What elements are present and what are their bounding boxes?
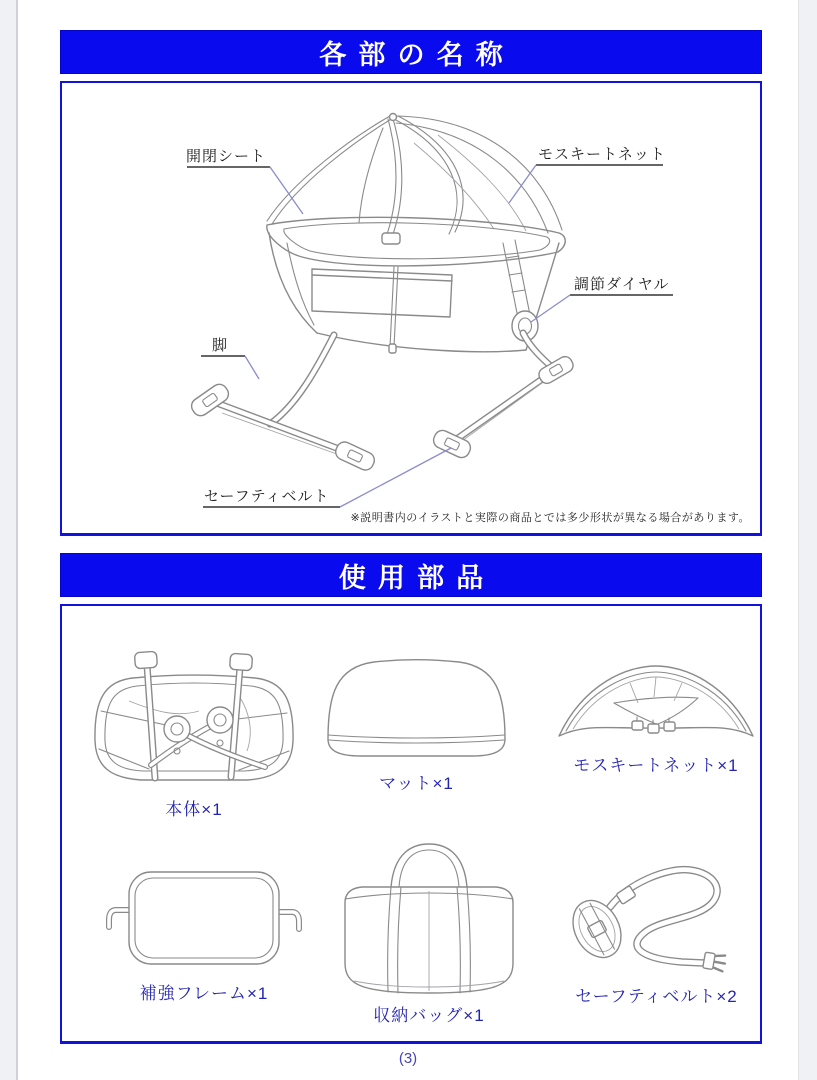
- frame-illustration: [104, 865, 304, 975]
- section-used-parts-title: 使用部品: [338, 562, 496, 593]
- part-frame-label: 補強フレーム×1: [139, 984, 269, 1003]
- part-mosquito-net-figure: [556, 661, 756, 776]
- callout-adjust-dial: 調節ダイヤル: [574, 276, 670, 293]
- part-bag-figure: [334, 841, 524, 1026]
- part-body-label: 本体×1: [165, 800, 223, 819]
- section-part-names-title: 各部の名称: [319, 39, 515, 70]
- part-mat-label: マット×1: [379, 774, 454, 793]
- part-belt-label: セーフティベルト×2: [575, 987, 738, 1006]
- used-parts-area: [60, 604, 762, 1044]
- body-illustration: [89, 651, 299, 791]
- part-mat-figure: [324, 655, 509, 794]
- section-part-names: [60, 30, 762, 536]
- bag-illustration: [334, 841, 524, 999]
- part-frame-figure: [104, 865, 304, 1004]
- callout-open-close-sheet: 開閉シート: [186, 148, 267, 165]
- page-number: (3): [398, 1050, 418, 1067]
- part-body-figure: [89, 651, 299, 820]
- callout-leg: 脚: [212, 337, 229, 354]
- part-belt-figure: [564, 855, 749, 1007]
- callout-safety-belt: セーフティベルト: [204, 488, 330, 505]
- mat-illustration: [324, 655, 509, 761]
- section-used-parts-header: [60, 553, 762, 597]
- section-used-parts: [60, 553, 762, 1044]
- section-part-names-header: [60, 30, 762, 74]
- part-names-diagram-area: [60, 81, 762, 536]
- belt-illustration: [564, 855, 749, 981]
- part-bag-label: 収納バッグ×1: [373, 1006, 485, 1025]
- manual-page: [16, 0, 799, 1080]
- callout-mosquito-net: モスキートネット: [538, 146, 666, 163]
- illustration-disclaimer-note: ※説明書内のイラストと実際の商品とでは多少形状が異なる場合があります。: [350, 512, 750, 524]
- part-mosquito-net-label: モスキートネット×1: [573, 756, 739, 775]
- mosquito-net-illustration: [556, 661, 756, 749]
